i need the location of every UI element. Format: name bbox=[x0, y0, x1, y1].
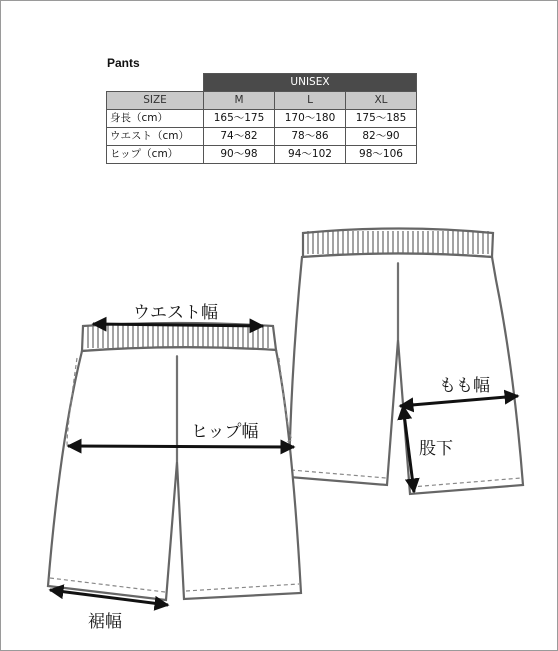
table-cell: 165〜175 bbox=[204, 110, 275, 128]
row-label: ヒップ（cm） bbox=[107, 146, 204, 164]
table-cell: 90〜98 bbox=[204, 146, 275, 164]
waist-width-label: ウエスト幅 bbox=[133, 303, 218, 323]
hip-width-arrow bbox=[68, 446, 294, 447]
table-title: Pants bbox=[107, 56, 140, 70]
table-cell: 170〜180 bbox=[275, 110, 346, 128]
size-column-header: L bbox=[275, 92, 346, 110]
size-header: SIZE bbox=[107, 92, 204, 110]
pants-outline bbox=[48, 347, 301, 600]
row-label: ウエスト（cm） bbox=[107, 128, 204, 146]
thigh-width-label: もも幅 bbox=[439, 376, 490, 396]
pants-back-view bbox=[289, 229, 523, 495]
hip-width-label: ヒップ幅 bbox=[191, 422, 259, 442]
table-cell: 94〜102 bbox=[275, 146, 346, 164]
waist-width-arrow bbox=[93, 324, 263, 326]
table-cell: 74〜82 bbox=[204, 128, 275, 146]
pants-outline bbox=[289, 254, 523, 495]
size-column-header: M bbox=[204, 92, 275, 110]
table-cell: 175〜185 bbox=[346, 110, 417, 128]
inseam-label: 股下 bbox=[419, 439, 453, 459]
group-header: UNISEX bbox=[204, 74, 417, 92]
size-column-header: XL bbox=[346, 92, 417, 110]
row-label: 身長（cm） bbox=[107, 110, 204, 128]
table-cell: 98〜106 bbox=[346, 146, 417, 164]
hem-width-label: 裾幅 bbox=[88, 612, 122, 632]
pants-front-view bbox=[48, 323, 301, 600]
table-cell: 82〜90 bbox=[346, 128, 417, 146]
table-cell: 78〜86 bbox=[275, 128, 346, 146]
